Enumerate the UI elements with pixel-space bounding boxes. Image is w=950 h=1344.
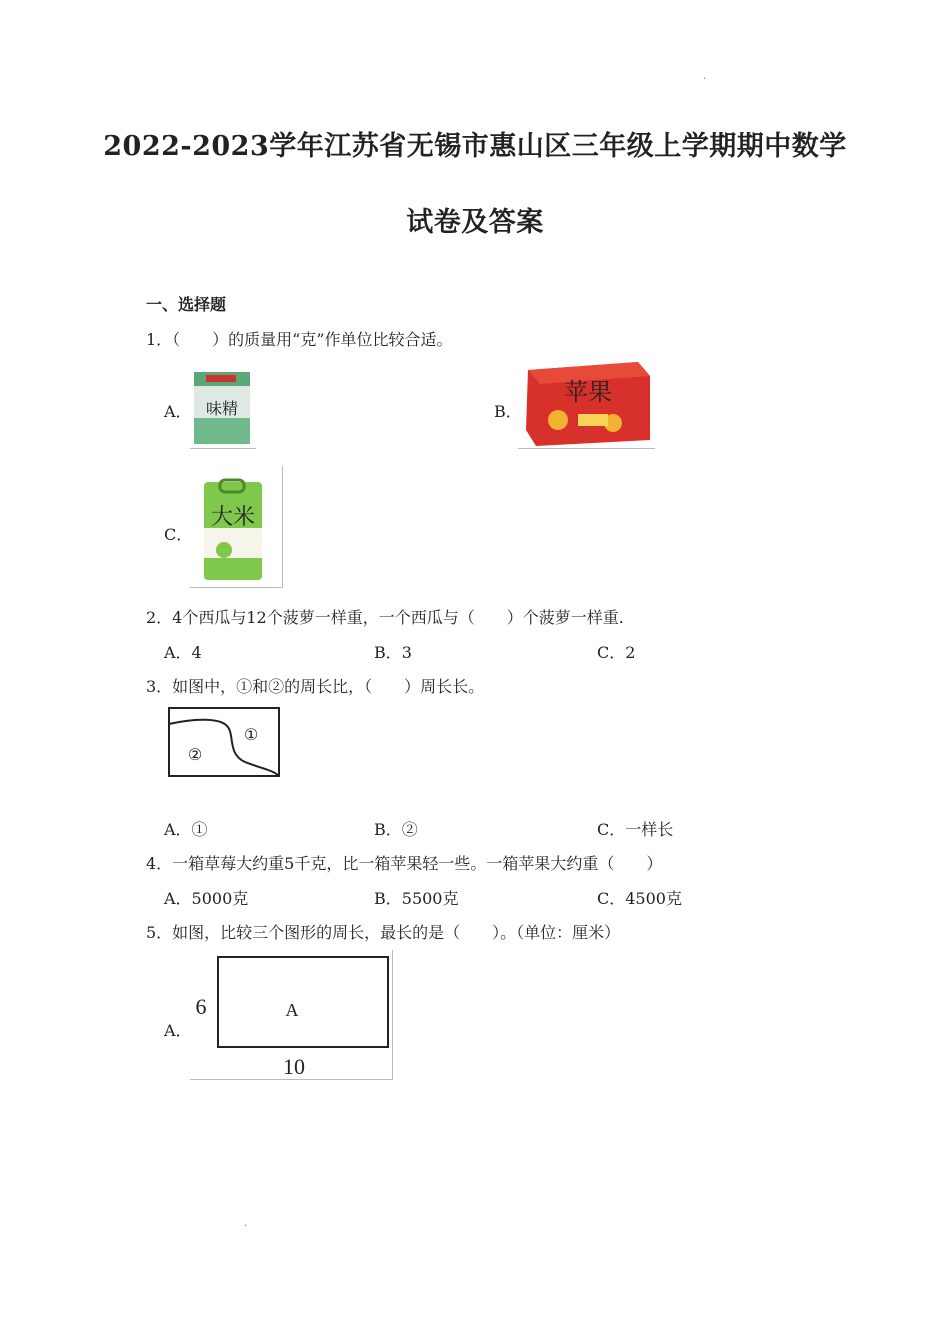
doc-title-line1: 2022-2023学年江苏省无锡市惠山区三年级上学期期中数学 [103, 131, 847, 162]
rice-bag-image [190, 466, 283, 588]
q4-option-c: C．4500克 [597, 889, 682, 908]
rectangle-a-height: 6 [195, 994, 207, 1019]
apple-box-label: 苹果 [564, 378, 612, 406]
region-1-label: ① [243, 725, 259, 744]
doc-title-line2: 试卷及答案 [406, 207, 544, 238]
q5-option-a-label: A． [164, 1021, 192, 1040]
perimeter-compare-figure [165, 704, 283, 780]
rice-bag-label: 大米 [210, 505, 256, 530]
msg-bag-image [190, 366, 256, 449]
apple-box-image [518, 358, 655, 449]
q4-option-b: B．5500克 [374, 889, 459, 908]
section-heading: 一、选择题 [146, 295, 227, 314]
q2-option-c: C．2 [597, 643, 636, 662]
question-2-stem: 2．4个西瓜与12个菠萝一样重，一个西瓜与（ ）个菠萝一样重. [146, 608, 624, 627]
q1-option-a-label: A． [164, 402, 192, 421]
q1-option-b-label: B． [494, 402, 522, 421]
msg-bag-label: 味精 [205, 399, 239, 418]
page-dot-top: · [703, 74, 707, 85]
question-5-stem: 5．如图，比较三个图形的周长，最长的是（ ）。（单位：厘米） [146, 923, 621, 942]
region-2-label: ② [187, 745, 203, 764]
q3-option-b: B．② [374, 820, 418, 839]
q1-option-c-label: C． [164, 525, 193, 544]
q3-option-a: A．① [164, 820, 208, 839]
question-3-stem: 3．如图中，①和②的周长比，（ ）周长长。 [146, 677, 485, 696]
rectangle-a-letter: A [285, 1000, 299, 1020]
question-1-stem: 1．（ ）的质量用“克”作单位比较合适。 [146, 330, 453, 349]
page-dot-bottom: · [244, 1221, 248, 1232]
rectangle-a-figure [190, 950, 393, 1080]
q2-option-a: A．4 [164, 643, 202, 662]
rectangle-a-width: 10 [283, 1054, 305, 1079]
q3-option-c: C．一样长 [597, 820, 674, 839]
q2-option-b: B．3 [374, 643, 412, 662]
question-4-stem: 4．一箱草莓大约重5千克，比一箱苹果轻一些。一箱苹果大约重（ ） [146, 854, 663, 873]
q4-option-a: A．5000克 [164, 889, 249, 908]
